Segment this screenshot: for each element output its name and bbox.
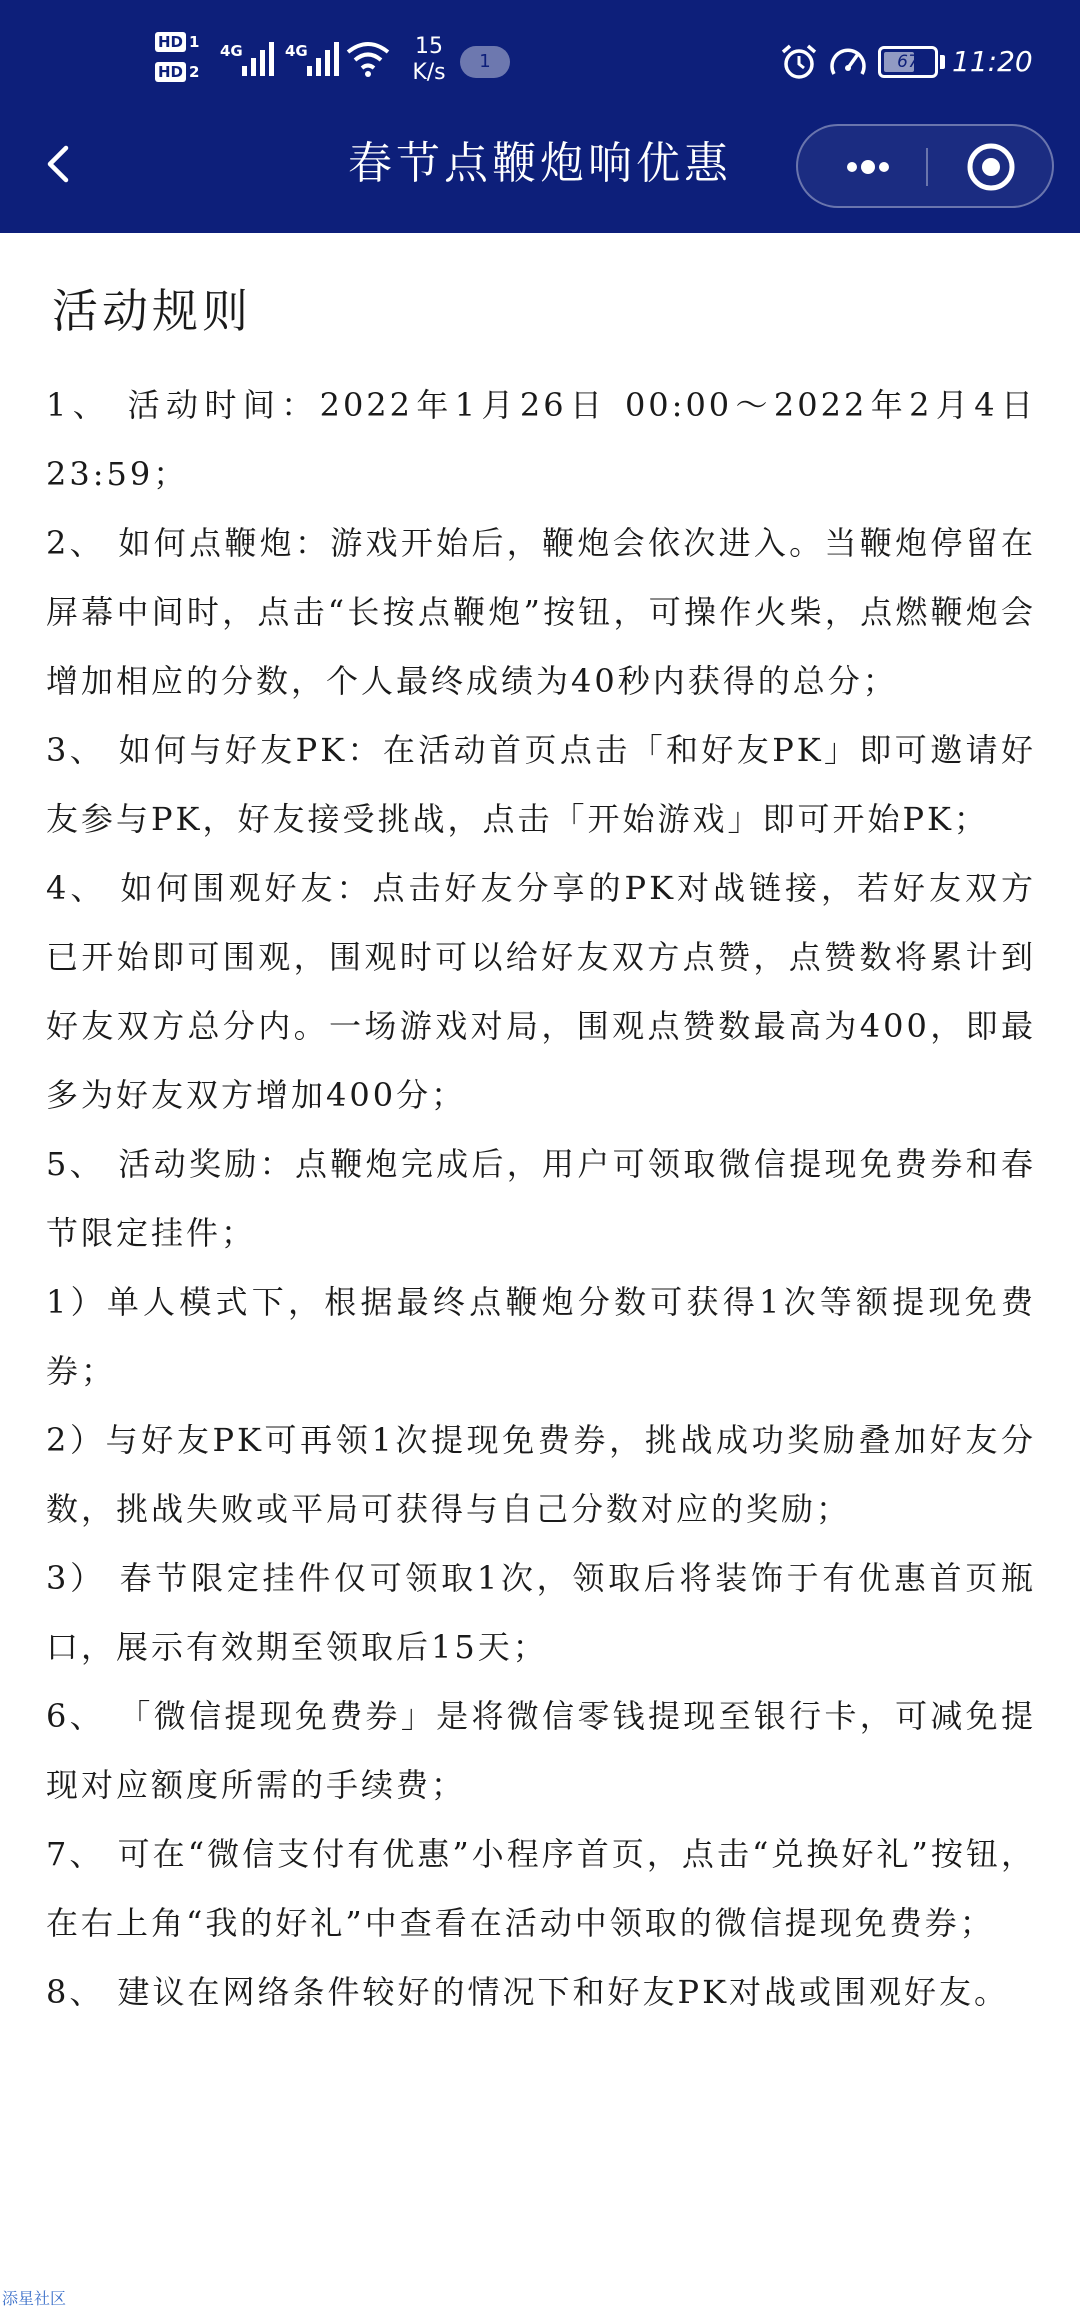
wifi-icon — [345, 40, 391, 78]
status-time: 11:20 — [952, 45, 1033, 78]
more-button[interactable] — [818, 138, 914, 196]
chevron-left-icon — [30, 134, 90, 194]
target-circle-icon — [943, 138, 1039, 196]
more-dots-icon — [818, 138, 914, 196]
rule-item: 4、 如何围观好友：点击好友分享的PK对战链接，若好友双方已开始即可围观，围观时可以给好友双方点赞，点赞数将累计到好友双方总分内。一场游戏对局，围观点赞数最高为400，即最多为好友双方增加400分； — [46, 869, 1036, 1114]
hd-indicators — [155, 30, 211, 90]
hd2-badge: HD 2 — [155, 60, 211, 84]
signal-bars-icon — [307, 38, 343, 78]
mini-program-capsule — [796, 124, 1054, 208]
nav-bar — [0, 120, 1080, 233]
rule-item: 6、 「微信提现免费券」是将微信零钱提现至银行卡，可减免提现对应额度所需的手续费； — [46, 1697, 1036, 1804]
section-title: 活动规则 — [52, 284, 252, 338]
notification-count-badge: 1 — [460, 46, 510, 78]
battery-indicator: 67 — [878, 46, 938, 78]
app-header — [0, 0, 1080, 233]
rule-item: 2）与好友PK可再领1次提现免费券，挑战成功奖励叠加好友分数，挑战失败或平局可获得与自己分数对应的奖励； — [46, 1421, 1036, 1528]
watermark: 添星社区 — [2, 2289, 67, 2308]
rule-item: 5、 活动奖励：点鞭炮完成后，用户可领取微信提现免费券和春节限定挂件； — [46, 1145, 1036, 1252]
rule-item: 8、 建议在网络条件较好的情况下和好友PK对战或围观好友。 — [46, 1973, 1009, 2011]
signal-bars-icon — [242, 38, 278, 78]
rule-item: 7、 可在“微信支付有优惠”小程序首页，点击“兑换好礼”按钮，在右上角“我的好礼”中查看在活动中领取的微信提现免费券； — [46, 1835, 1036, 1942]
rules-content — [0, 233, 1080, 2273]
status-bar: HD 1 HD 2 4G 4G 15 K/s 1 67 11:20 — [0, 0, 1080, 120]
rule-item: 3、 如何与好友PK：在活动首页点击「和好友PK」即可邀请好友参与PK，好友接受挑战，点击「开始游戏」即可开始PK； — [46, 731, 1036, 838]
hd1-badge: HD 1 — [155, 30, 211, 54]
rule-item: 1）单人模式下，根据最终点鞭炮分数可获得1次等额提现免费券； — [46, 1283, 1036, 1390]
rule-item: 1、 活动时间：2022年1月26日 00:00～2022年2月4日 23:59； — [46, 386, 1036, 493]
back-button[interactable] — [30, 134, 90, 194]
rule-item: 2、 如何点鞭炮：游戏开始后，鞭炮会依次进入。当鞭炮停留在屏幕中间时，点击“长按点鞭炮”按钮，可操作火柴，点燃鞭炮会增加相应的分数，个人最终成绩为40秒内获得的总分； — [46, 524, 1036, 700]
close-button[interactable] — [943, 138, 1039, 196]
capsule-divider — [926, 148, 928, 186]
alarm-clock-icon — [780, 44, 818, 80]
page-title: 春节点鞭炮响优惠 — [348, 138, 732, 189]
rule-item: 3） 春节限定挂件仅可领取1次，领取后将装饰于有优惠首页瓶口，展示有效期至领取后15天； — [46, 1559, 1036, 1666]
battery-tip — [940, 55, 945, 69]
speedometer-icon — [828, 44, 868, 80]
network-speed: 15 K/s — [412, 34, 446, 85]
rules-list — [46, 371, 1036, 2027]
